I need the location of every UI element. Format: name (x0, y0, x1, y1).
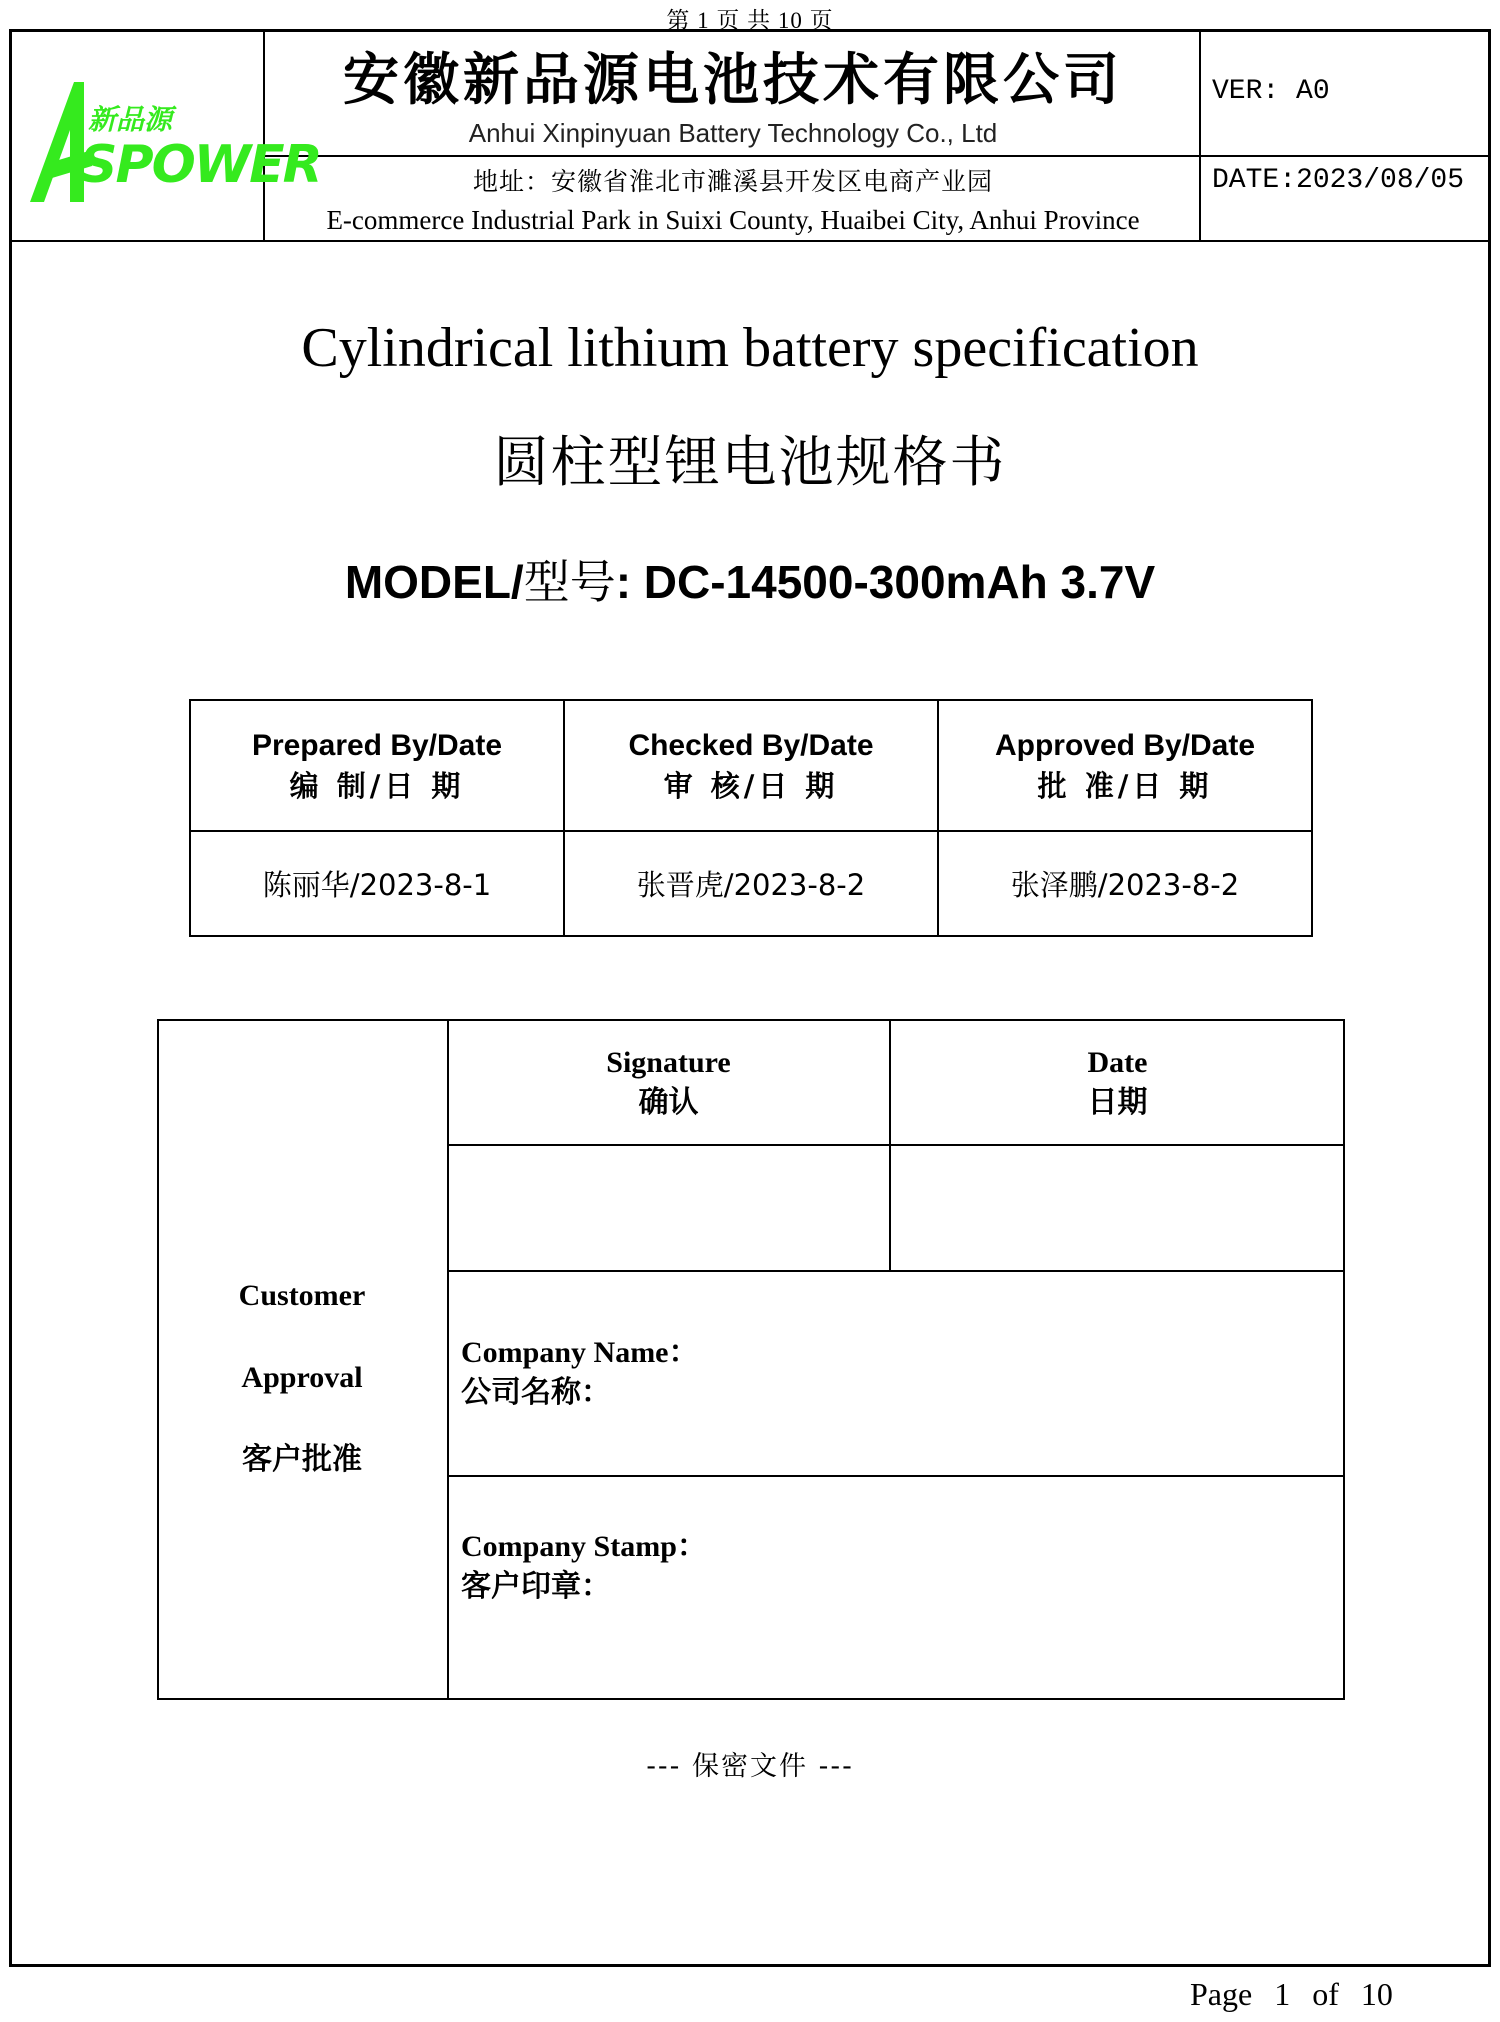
date-header: Date 日期 (1087, 1046, 1148, 1120)
header-bottom-line (9, 240, 1491, 242)
checked-header: Checked By/Date 审 核/日 期 (564, 700, 938, 831)
approval-value-row (190, 831, 1312, 936)
signature-header: Signature 确认 (606, 1046, 731, 1120)
prepared-header: Prepared By/Date 编 制/日 期 (190, 700, 564, 831)
approval-header-row (190, 700, 1312, 831)
company-name-en: Anhui Xinpinyuan Battery Technology Co., Ltd (468, 118, 998, 148)
logo-text-en: SPOWER (80, 135, 321, 195)
approved-value: 张泽鹏/2023-8-2 (938, 831, 1312, 936)
company-stamp-field[interactable]: Company Stamp： 客户印章： (461, 1530, 707, 1604)
signature-input-cell[interactable] (449, 1146, 889, 1270)
version-label: VER: A0 (1212, 76, 1330, 107)
address-en: E-commerce Industrial Park in Suixi County, Huaibei City, Anhui Province (326, 205, 1140, 235)
model-label-cn: 型号 (523, 555, 616, 609)
top-page-label: 第 1 页 共 10 页 (666, 8, 834, 33)
prepared-value: 陈丽华/2023-8-1 (190, 831, 564, 936)
date-input-cell[interactable] (891, 1146, 1343, 1270)
company-name-field[interactable]: Company Name： 公司名称： (461, 1336, 699, 1410)
confidential-label: --- 保密文件 --- (646, 1751, 854, 1782)
header-middle-line (263, 155, 1491, 157)
model-line (0, 546, 1500, 612)
company-name-cn: 安徽新品源电池技术有限公司 (343, 47, 1123, 113)
date-label: DATE:2023/08/05 (1212, 165, 1465, 196)
approval-table (189, 699, 1313, 937)
customer-line-3 (447, 1475, 1345, 1477)
customer-line-2 (447, 1270, 1345, 1272)
checked-value: 张晋虎/2023-8-2 (564, 831, 938, 936)
model-value: : DC-14500-300mAh 3.7V (615, 556, 1156, 608)
approved-header: Approved By/Date 批 准/日 期 (938, 700, 1312, 831)
address-cn: 地址：安徽省淮北市濉溪县开发区电商产业园 (472, 167, 993, 196)
model-label-en: MODEL/ (344, 556, 524, 608)
document-title-en: Cylindrical lithium battery specification (301, 317, 1199, 379)
customer-approval-label: Customer Approval 客户批准 (238, 1279, 366, 1477)
logo-text-cn: 新品源 (88, 103, 173, 136)
footer-page-number: Page 1 of 10 (1190, 1976, 1393, 2012)
document-title-cn: 圆柱型锂电池规格书 (493, 430, 1007, 494)
